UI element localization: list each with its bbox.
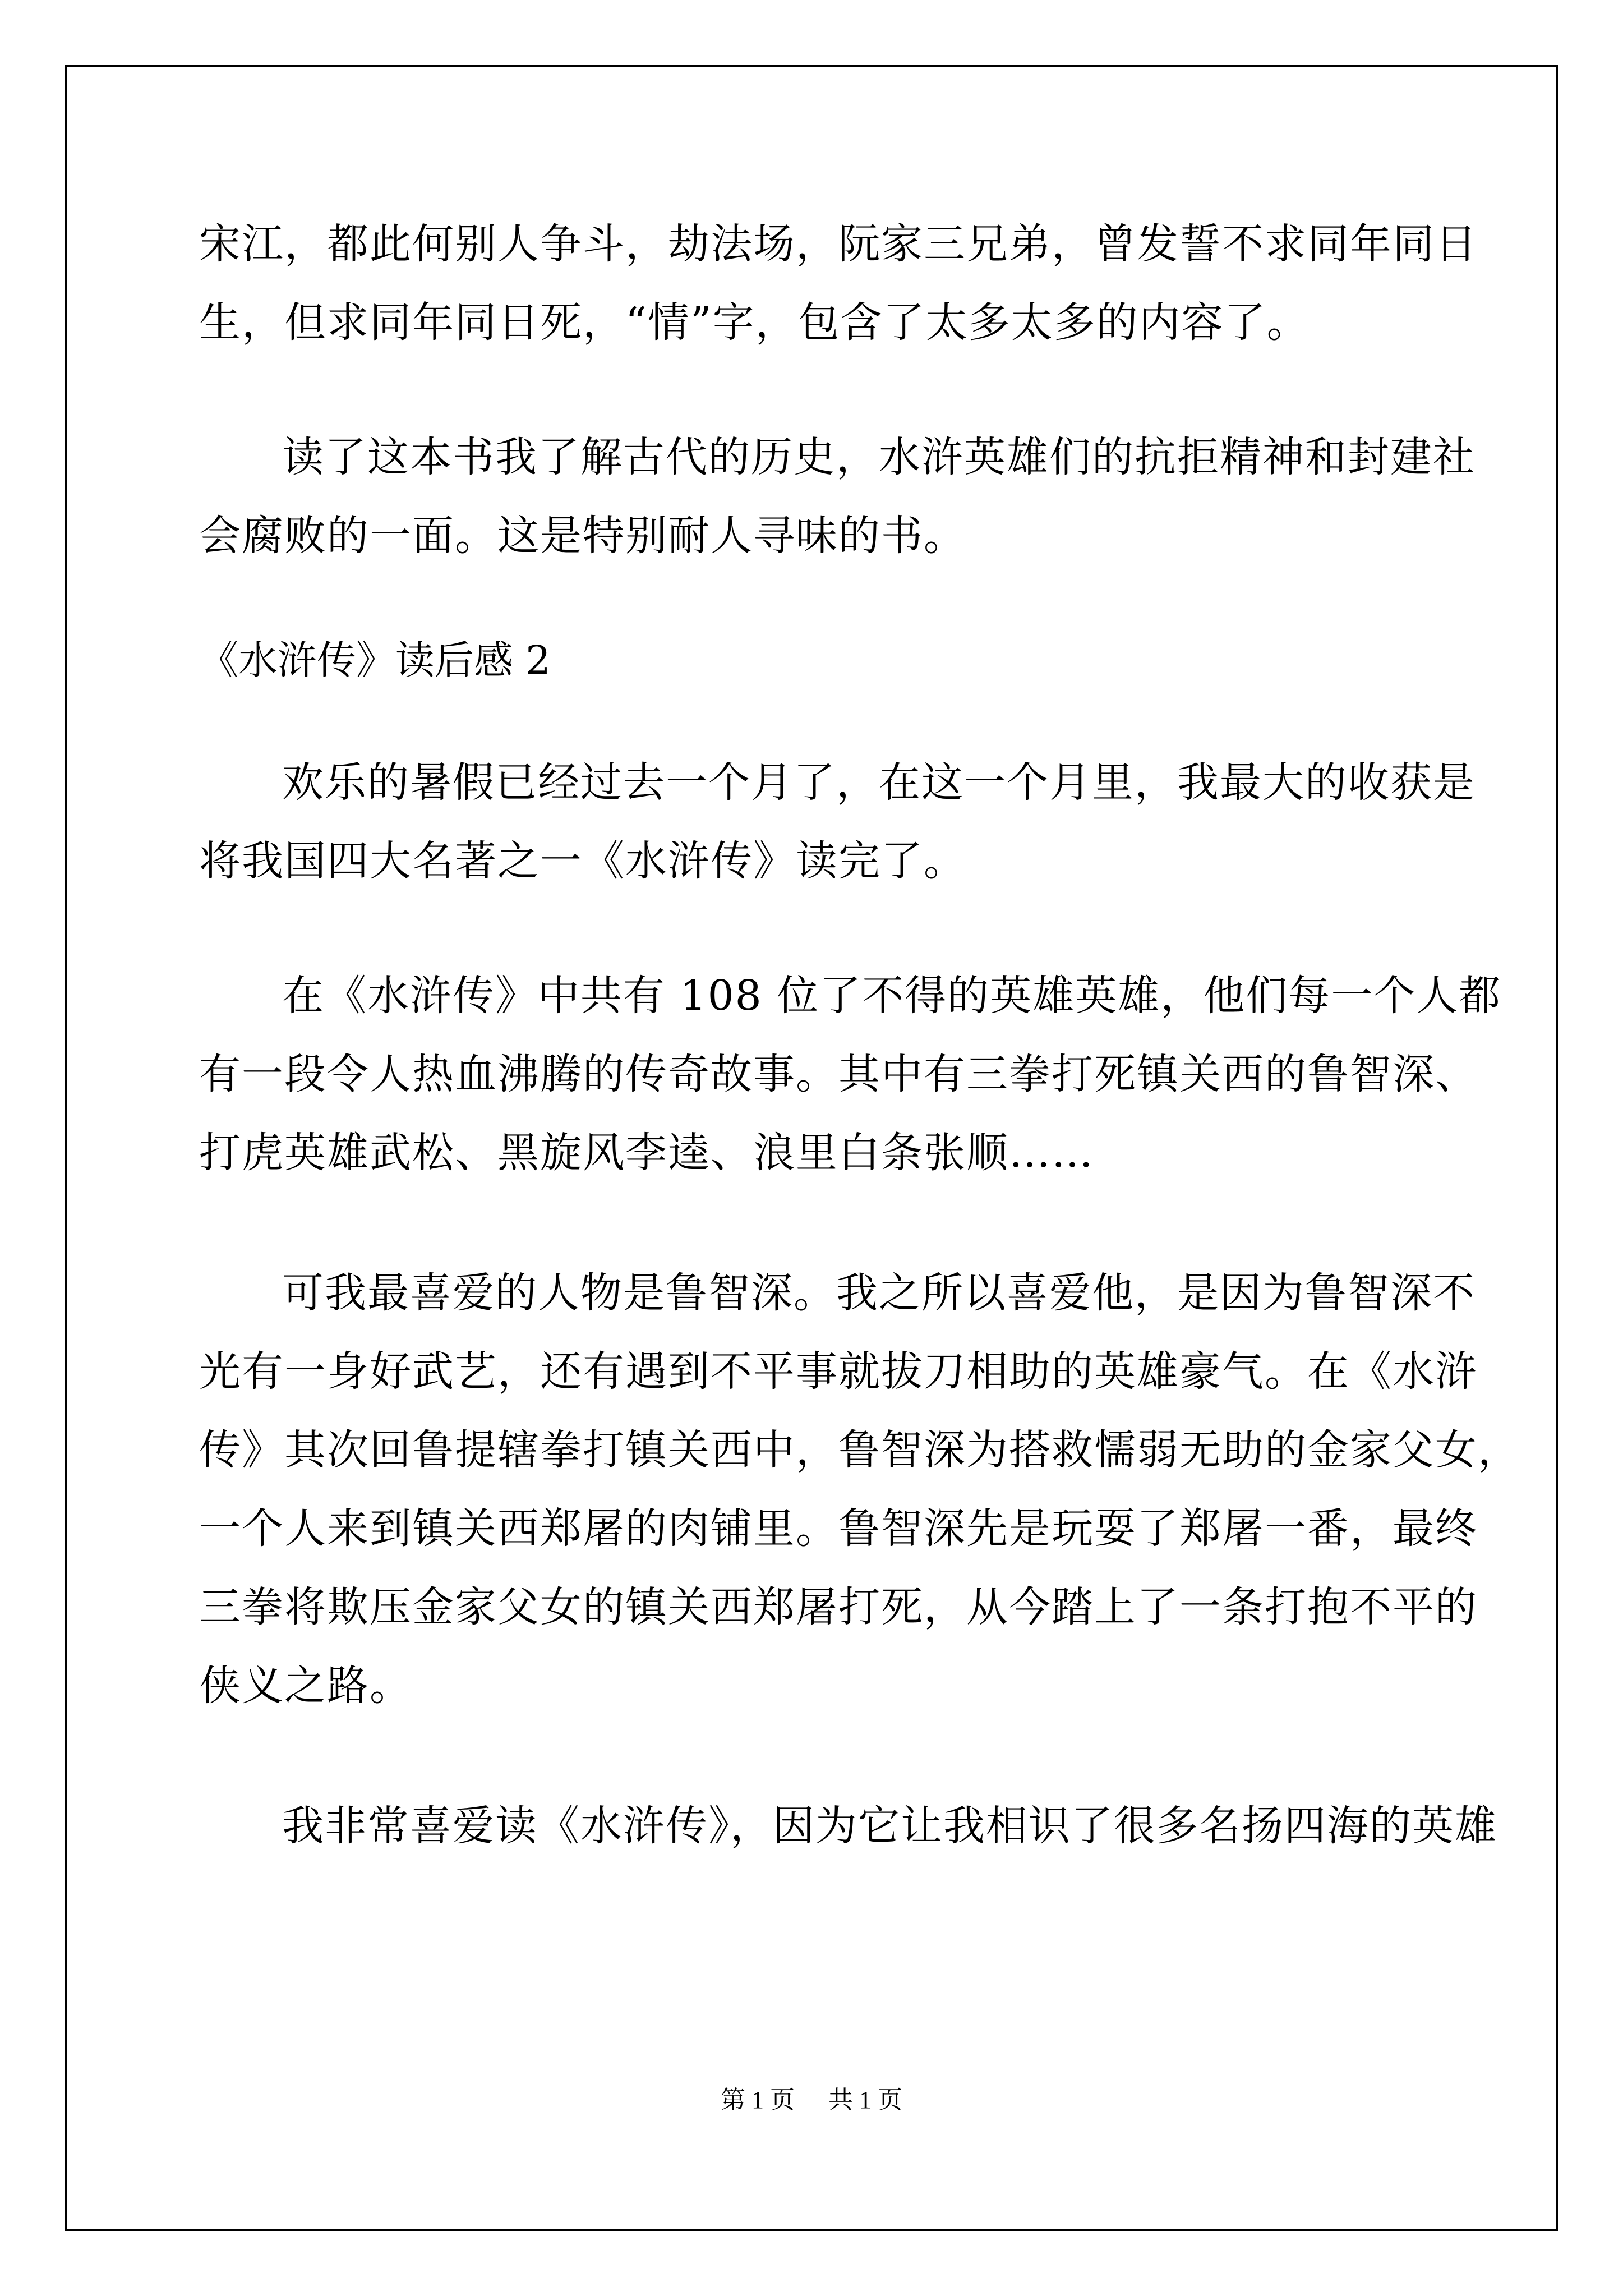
body-line: 生，但求同年同日死，“情”字，包含了太多太多的内容了。	[199, 298, 1310, 347]
paragraph-line: 可我最喜爱的人物是鲁智深。我之所以喜爱他，是因为鲁智深不	[282, 1269, 1476, 1317]
page-number: 第 1 页	[721, 2086, 795, 2114]
body-line: 打虎英雄武松、黑旋风李逵、浪里白条张顺……	[199, 1129, 1094, 1177]
body-line: 一个人来到镇关西郑屠的肉铺里。鲁智深先是玩耍了郑屠一番，最终	[199, 1504, 1478, 1553]
body-line: 光有一身好武艺，还有遇到不平事就拔刀相助的英雄豪气。在《水浒	[199, 1347, 1478, 1396]
body-line: 有一段令人热血沸腾的传奇故事。其中有三拳打死镇关西的鲁智深、	[199, 1050, 1478, 1098]
body-line: 传》其次回鲁提辖拳打镇关西中，鲁智深为搭救懦弱无助的金家父女，	[199, 1426, 1520, 1474]
body-line: 侠义之路。	[199, 1662, 412, 1710]
paragraph-line: 读了这本书我了解古代的历史，水浒英雄们的抗拒精神和封建社	[282, 433, 1476, 481]
total-pages: 共 1 页	[828, 2086, 902, 2114]
paragraph-line: 我非常喜爱读《水浒传》，因为它让我相识了很多名扬四海的英雄	[282, 1802, 1497, 1850]
paragraph-line: 欢乐的暑假已经过去一个月了，在这一个月里，我最大的收获是	[282, 758, 1476, 807]
page-footer	[0, 2083, 1623, 2117]
body-line: 宋江，都此何别人争斗，劫法场，阮家三兄弟，曾发誓不求同年同日	[199, 220, 1478, 268]
body-line: 会腐败的一面。这是特别耐人寻味的书。	[199, 512, 966, 560]
body-line: 将我国四大名著之一《水浒传》读完了。	[199, 837, 966, 885]
paragraph-line: 在《水浒传》中共有 108 位了不得的英雄英雄，他们每一个人都	[282, 972, 1502, 1020]
body-line: 三拳将欺压金家父女的镇关西郑屠打死，从今踏上了一条打抱不平的	[199, 1583, 1478, 1631]
section-heading: 《水浒传》读后感 2	[199, 637, 551, 683]
